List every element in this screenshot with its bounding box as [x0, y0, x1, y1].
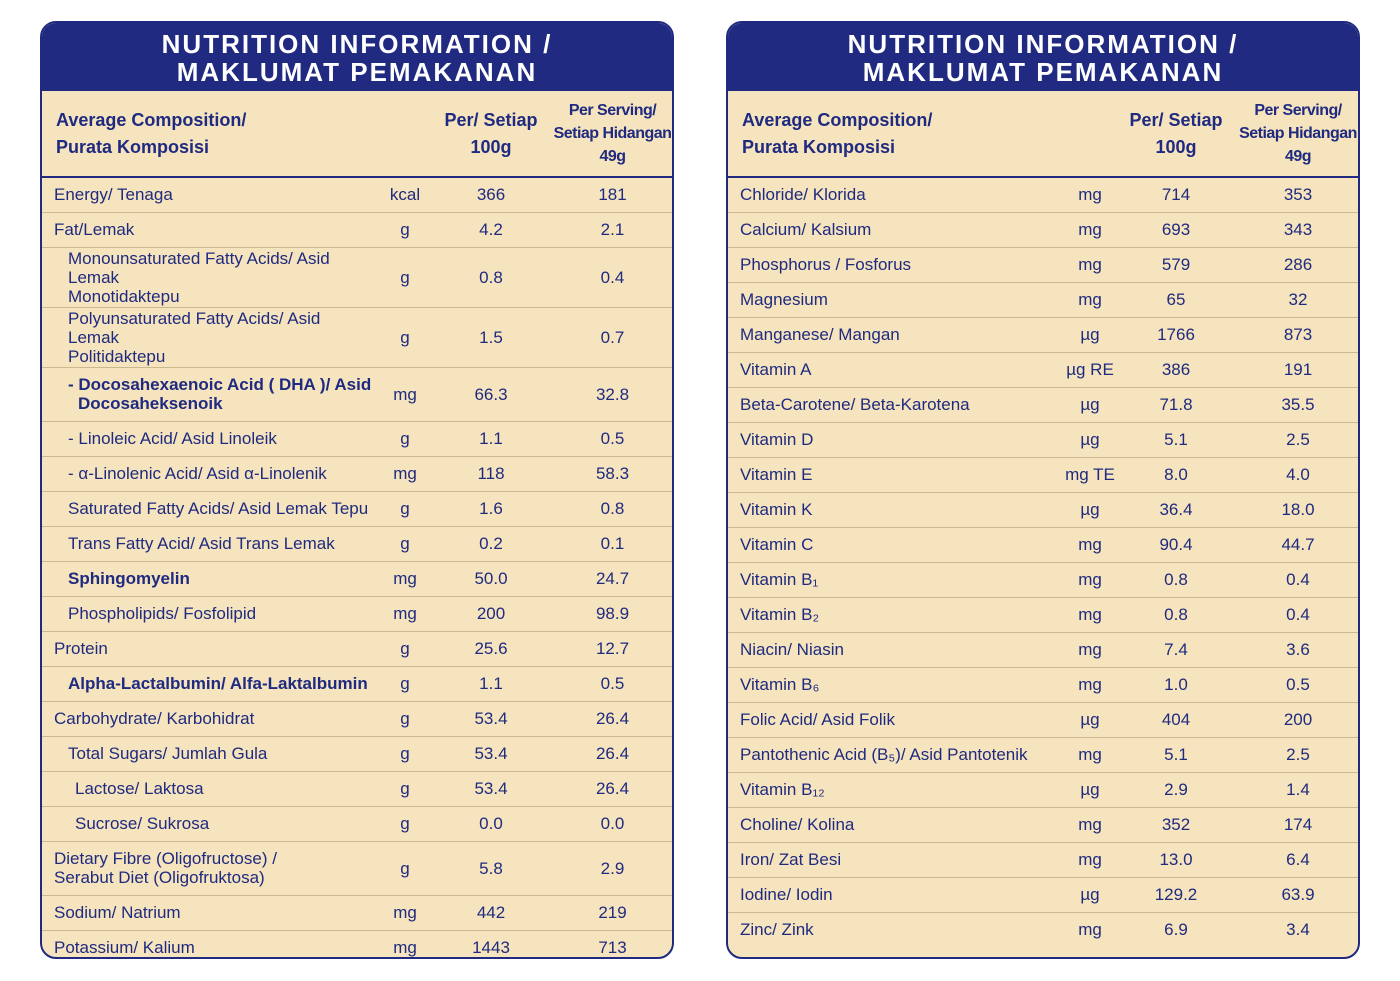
- value-per-100g: 90.4: [1118, 527, 1234, 562]
- nutrient-name-text: Serabut Diet (Oligofruktosa): [54, 868, 265, 887]
- nutrient-name-text: - Docosahexaenoic Acid ( DHA )/ Asid: [68, 375, 372, 394]
- value-per-serving: 353: [1234, 177, 1360, 212]
- nutrient-name-text: - α-Linolenic Acid/ Asid α-Linolenik: [68, 464, 327, 483]
- nutrient-name: [42, 177, 377, 212]
- value-per-serving: 343: [1234, 212, 1360, 247]
- table-row: [42, 930, 674, 959]
- value-per-serving: 713: [598, 938, 627, 958]
- value-per-100g: 5.1: [1118, 422, 1234, 457]
- nutrient-name: [42, 561, 377, 596]
- value-per-serving: 2.5: [1234, 737, 1360, 772]
- header-text: Purata Komposisi: [742, 136, 896, 157]
- value-per-100g: 1.0: [1118, 667, 1234, 702]
- value-per-100g: 1443: [472, 938, 510, 958]
- nutrient-name-text: Pantothenic Acid (B₅)/ Asid Pantotenik: [740, 745, 1028, 764]
- table-row: [42, 307, 674, 367]
- table-row: [42, 596, 674, 631]
- value-per-serving: 2.1: [549, 212, 674, 247]
- table-row: [42, 526, 674, 561]
- nutrient-name-text: Chloride/ Klorida: [740, 185, 866, 205]
- value-per-serving: 4.0: [1234, 457, 1360, 492]
- nutrient-name: [42, 367, 377, 421]
- value-per-serving: 873: [1234, 317, 1360, 352]
- value-per-serving: 26.4: [549, 701, 674, 736]
- value-per-100g: 0.8: [1118, 562, 1234, 597]
- header-text: Average Composition/: [56, 109, 247, 130]
- nutrient-name-text: Fat/Lemak: [54, 220, 135, 239]
- value-per-100g: 25.6: [433, 631, 549, 666]
- table-row: [728, 212, 1360, 247]
- column-header-per-100g: [1118, 91, 1234, 177]
- value-per-100g: 352: [1118, 807, 1234, 842]
- nutrient-name: [42, 526, 377, 561]
- nutrient-name: [42, 307, 377, 367]
- value-per-serving: 18.0: [1234, 492, 1360, 527]
- unit: mg: [1062, 632, 1118, 667]
- unit: mg: [1062, 667, 1118, 702]
- unit: g: [377, 736, 433, 771]
- nutrient-name: [42, 596, 377, 631]
- nutrient-name-text: Beta-Carotene/ Beta-Karotena: [740, 395, 970, 414]
- unit: g: [377, 526, 433, 561]
- column-header-unit: [377, 91, 433, 177]
- value-per-serving: 26.4: [549, 771, 674, 806]
- unit: mg: [1062, 562, 1118, 597]
- value-per-serving: 0.0: [549, 806, 674, 841]
- value-per-serving: 286: [1234, 247, 1360, 282]
- table-row: [728, 772, 1360, 807]
- table-row: [42, 367, 674, 421]
- table-row: [728, 527, 1360, 562]
- nutrient-name-text: Vitamin E: [740, 465, 813, 484]
- column-header-unit: [1062, 91, 1118, 177]
- value-per-serving: 58.3: [549, 456, 674, 491]
- value-per-100g: 0.8: [1118, 597, 1234, 632]
- nutrient-name-text: Politidaktepu: [68, 346, 166, 366]
- value-per-serving: 219: [549, 895, 674, 930]
- table-row: [728, 737, 1360, 772]
- nutrient-name: [42, 666, 377, 701]
- unit: g: [377, 491, 433, 526]
- value-per-serving: 2.9: [549, 841, 674, 895]
- value-per-100g: 0.8: [433, 247, 549, 307]
- value-per-100g: 1.5: [433, 307, 549, 367]
- unit: µg: [1062, 317, 1118, 352]
- value-per-100g: 4.2: [433, 212, 549, 247]
- table-row: [728, 912, 1360, 947]
- unit: mg: [1062, 842, 1118, 877]
- title-line-1: NUTRITION INFORMATION /: [847, 29, 1239, 59]
- unit: mg: [377, 456, 433, 491]
- unit: µg: [1062, 492, 1118, 527]
- value-per-serving: 0.4: [1234, 562, 1360, 597]
- nutrient-name-text: Vitamin K: [740, 500, 813, 519]
- nutrition-panel-left: [40, 21, 674, 959]
- nutrient-name: [42, 631, 377, 666]
- unit: mg: [1062, 212, 1118, 247]
- nutrient-name-text: Carbohydrate/ Karbohidrat: [54, 709, 255, 728]
- header-text: Per Serving/: [1254, 102, 1342, 119]
- value-per-serving: 44.7: [1234, 527, 1360, 562]
- header-text: Setiap Hidangan: [1239, 125, 1357, 142]
- nutrient-name-text: Sucrose/ Sukrosa: [75, 814, 210, 833]
- nutrient-name: [728, 597, 1062, 632]
- table-row: [42, 736, 674, 771]
- value-per-100g: 1.6: [433, 491, 549, 526]
- value-per-serving: 0.5: [549, 666, 674, 701]
- value-per-100g: 71.8: [1118, 387, 1234, 422]
- nutrient-name: [728, 492, 1062, 527]
- table-row: [728, 597, 1360, 632]
- table-row: [42, 561, 674, 596]
- nutrient-name-text: Total Sugars/ Jumlah Gula: [68, 744, 268, 763]
- unit: g: [377, 421, 433, 456]
- nutrient-name: [728, 527, 1062, 562]
- table-row: [42, 666, 674, 701]
- header-text: Purata Komposisi: [56, 136, 210, 157]
- unit: mg: [377, 561, 433, 596]
- value-per-100g: 714: [1118, 177, 1234, 212]
- value-per-100g: 442: [433, 895, 549, 930]
- nutrient-name: [728, 842, 1062, 877]
- unit: mg: [377, 895, 433, 930]
- nutrient-name-text: Dietary Fibre (Oligofructose) /: [54, 849, 277, 868]
- nutrient-name: [728, 912, 1062, 947]
- table-row: [728, 562, 1360, 597]
- value-per-serving: 0.8: [549, 491, 674, 526]
- value-per-serving: 0.4: [549, 247, 674, 307]
- nutrient-name: [728, 737, 1062, 772]
- nutrient-name-text: Vitamin A: [740, 360, 812, 379]
- unit: g: [377, 771, 433, 806]
- table-row: [42, 701, 674, 736]
- title-line-2: MAKLUMAT PEMAKANAN: [862, 57, 1224, 87]
- nutrient-name-text: Manganese/ Mangan: [740, 325, 900, 344]
- value-per-100g: 1.1: [433, 421, 549, 456]
- nutrient-name-text: Polyunsaturated Fatty Acids/ Asid Lemak: [68, 308, 321, 347]
- unit: µg: [1062, 387, 1118, 422]
- nutrient-name-text: Phosphorus / Fosforus: [740, 255, 912, 274]
- nutrient-name: [728, 352, 1062, 387]
- nutrient-name: [728, 877, 1062, 912]
- table-row: [42, 177, 674, 212]
- table-row: [42, 247, 674, 307]
- nutrition-panel-right: [726, 21, 1360, 959]
- value-per-100g: 200: [433, 596, 549, 631]
- nutrient-name: [42, 491, 377, 526]
- title-line-1: NUTRITION INFORMATION /: [161, 29, 553, 59]
- value-per-100g: 1.1: [433, 666, 549, 701]
- nutrient-name-text: Iodine/ Iodin: [740, 885, 833, 904]
- nutrient-name: [728, 562, 1062, 597]
- header-text: 49g: [1284, 148, 1312, 165]
- header-text: 49g: [599, 148, 626, 165]
- value-per-100g: 53.4: [433, 771, 549, 806]
- unit: g: [377, 841, 433, 895]
- table-row: [728, 352, 1360, 387]
- nutrient-name: [42, 456, 377, 491]
- table-row: [728, 177, 1360, 212]
- nutrient-name: [728, 387, 1062, 422]
- table-row: [42, 895, 674, 930]
- table-row: [728, 492, 1360, 527]
- nutrient-name: [42, 841, 377, 895]
- nutrient-name-text: Vitamin C: [740, 535, 814, 554]
- nutrient-name-text: Sodium/ Natrium: [54, 903, 181, 922]
- unit: mg: [377, 596, 433, 631]
- value-per-100g: 6.9: [1164, 920, 1188, 940]
- value-per-serving: 32: [1234, 282, 1360, 317]
- nutrient-name: [728, 632, 1062, 667]
- nutrition-table: [42, 91, 674, 959]
- column-header-per-serving: [549, 91, 674, 177]
- nutrient-name-text: Vitamin B₆: [740, 675, 820, 694]
- nutrient-name: [728, 212, 1062, 247]
- value-per-100g: 5.8: [433, 841, 549, 895]
- table-row: [728, 317, 1360, 352]
- column-header-per-serving: [1234, 91, 1360, 177]
- nutrient-name-text: Lactose/ Laktosa: [75, 779, 204, 798]
- table-row: [42, 841, 674, 895]
- nutrient-name: [728, 247, 1062, 282]
- table-row: [42, 421, 674, 456]
- value-per-100g: 366: [433, 177, 549, 212]
- nutrient-name: [728, 282, 1062, 317]
- nutrient-name: [728, 667, 1062, 702]
- unit: µg: [1062, 422, 1118, 457]
- value-per-serving: 174: [1234, 807, 1360, 842]
- value-per-100g: 404: [1118, 702, 1234, 737]
- nutrient-name-text: Potassium/ Kalium: [54, 938, 195, 958]
- unit: g: [377, 631, 433, 666]
- unit: g: [377, 212, 433, 247]
- nutrient-name: [42, 701, 377, 736]
- column-header-composition: [42, 91, 377, 177]
- value-per-serving: 2.5: [1234, 422, 1360, 457]
- table-row: [728, 247, 1360, 282]
- value-per-100g: 50.0: [433, 561, 549, 596]
- unit: mg: [1062, 527, 1118, 562]
- nutrient-name-text: Trans Fatty Acid/ Asid Trans Lemak: [68, 534, 335, 553]
- nutrient-name-text: Folic Acid/ Asid Folik: [740, 710, 895, 729]
- unit: µg RE: [1062, 352, 1118, 387]
- table-row: [42, 771, 674, 806]
- value-per-serving: 3.4: [1286, 920, 1310, 940]
- value-per-serving: 0.1: [549, 526, 674, 561]
- unit: mg TE: [1062, 457, 1118, 492]
- value-per-serving: 26.4: [549, 736, 674, 771]
- table-row: [728, 282, 1360, 317]
- value-per-serving: 63.9: [1234, 877, 1360, 912]
- nutrient-name: [42, 895, 377, 930]
- value-per-100g: 2.9: [1118, 772, 1234, 807]
- header-text: Setiap Hidangan: [553, 125, 672, 142]
- value-per-serving: 0.5: [549, 421, 674, 456]
- header-text: Per/ Setiap: [444, 109, 538, 130]
- column-header-composition: [728, 91, 1062, 177]
- unit: g: [377, 666, 433, 701]
- header-text: 100g: [1155, 136, 1197, 157]
- nutrient-name-text: Iron/ Zat Besi: [740, 850, 842, 869]
- header-text: Per/ Setiap: [1129, 109, 1223, 130]
- unit: mg: [1078, 920, 1102, 940]
- nutrient-name: [728, 457, 1062, 492]
- table-row: [728, 807, 1360, 842]
- table-row: [42, 212, 674, 247]
- value-per-serving: 191: [1234, 352, 1360, 387]
- value-per-100g: 118: [433, 456, 549, 491]
- unit: mg: [1062, 282, 1118, 317]
- value-per-serving: 181: [549, 177, 674, 212]
- column-header-row: [728, 91, 1360, 177]
- nutrient-name-text: Magnesium: [740, 290, 828, 309]
- panel-title: [728, 23, 1358, 91]
- nutrient-name: [728, 422, 1062, 457]
- table-row: [728, 877, 1360, 912]
- nutrient-name-text: Choline/ Kolina: [740, 815, 855, 834]
- table-row: [728, 422, 1360, 457]
- value-per-100g: 66.3: [433, 367, 549, 421]
- unit: mg: [393, 938, 417, 958]
- nutrient-name-text: Energy/ Tenaga: [54, 185, 173, 205]
- unit: mg: [377, 367, 433, 421]
- nutrient-name-text: Vitamin D: [740, 430, 814, 449]
- value-per-serving: 98.9: [549, 596, 674, 631]
- value-per-serving: 35.5: [1234, 387, 1360, 422]
- nutrient-name-text: Sphingomyelin: [68, 569, 190, 588]
- value-per-100g: 1766: [1118, 317, 1234, 352]
- header-text: Per Serving/: [568, 102, 657, 119]
- value-per-100g: 579: [1118, 247, 1234, 282]
- nutrient-name: [42, 736, 377, 771]
- unit: mg: [1062, 807, 1118, 842]
- title-line-2: MAKLUMAT PEMAKANAN: [176, 57, 538, 87]
- value-per-serving: 6.4: [1234, 842, 1360, 877]
- table-row: [42, 491, 674, 526]
- unit: mg: [1062, 177, 1118, 212]
- nutrient-name-text: Phospholipids/ Fosfolipid: [68, 604, 257, 623]
- table-row: [728, 632, 1360, 667]
- nutrient-name-text: Vitamin B₁: [740, 570, 819, 589]
- column-header-per-100g: [433, 91, 549, 177]
- value-per-100g: 13.0: [1118, 842, 1234, 877]
- value-per-100g: 8.0: [1118, 457, 1234, 492]
- value-per-100g: 7.4: [1118, 632, 1234, 667]
- value-per-100g: 5.1: [1118, 737, 1234, 772]
- table-row: [728, 842, 1360, 877]
- value-per-serving: 0.5: [1234, 667, 1360, 702]
- nutrient-name: [728, 807, 1062, 842]
- header-text: 100g: [470, 136, 512, 157]
- nutrient-name: [42, 771, 377, 806]
- nutrient-name-text: Zinc/ Zink: [740, 920, 814, 940]
- value-per-serving: 3.6: [1234, 632, 1360, 667]
- value-per-100g: 386: [1118, 352, 1234, 387]
- nutrient-name-text: Monounsaturated Fatty Acids/ Asid Lemak: [68, 248, 330, 287]
- value-per-serving: 0.4: [1234, 597, 1360, 632]
- value-per-serving: 32.8: [549, 367, 674, 421]
- nutrient-name-text: Vitamin B₂: [740, 605, 820, 624]
- table-row: [42, 631, 674, 666]
- nutrient-name-text: Monotidaktepu: [68, 286, 180, 306]
- nutrient-name: [42, 212, 377, 247]
- value-per-100g: 0.2: [433, 526, 549, 561]
- value-per-100g: 693: [1118, 212, 1234, 247]
- nutrient-name-text: Protein: [54, 639, 108, 658]
- nutrient-name: [728, 317, 1062, 352]
- table-row: [728, 387, 1360, 422]
- nutrient-name-text: Docosaheksenoik: [78, 394, 223, 413]
- table-row: [42, 456, 674, 491]
- nutrient-name-text: Alpha-Lactalbumin/ Alfa-Laktalbumin: [68, 674, 368, 693]
- header-text: Average Composition/: [742, 109, 933, 130]
- nutrient-name-text: Niacin/ Niasin: [740, 640, 844, 659]
- unit: g: [377, 701, 433, 736]
- value-per-100g: 129.2: [1118, 877, 1234, 912]
- nutrient-name-text: Calcium/ Kalsium: [740, 220, 872, 239]
- unit: µg: [1062, 702, 1118, 737]
- nutrient-name: [42, 930, 377, 959]
- unit: µg: [1062, 877, 1118, 912]
- nutrient-name-text: - Linoleic Acid/ Asid Linoleik: [68, 429, 277, 448]
- table-row: [728, 457, 1360, 492]
- value-per-serving: 1.4: [1234, 772, 1360, 807]
- unit: g: [377, 806, 433, 841]
- unit: g: [377, 307, 433, 367]
- value-per-100g: 53.4: [433, 736, 549, 771]
- value-per-serving: 200: [1234, 702, 1360, 737]
- value-per-serving: 0.7: [549, 307, 674, 367]
- nutrient-name: [728, 702, 1062, 737]
- nutrient-name: [42, 421, 377, 456]
- unit: kcal: [377, 177, 433, 212]
- unit: µg: [1062, 772, 1118, 807]
- nutrition-table: [728, 91, 1360, 947]
- nutrient-name: [42, 247, 377, 307]
- unit: g: [377, 247, 433, 307]
- value-per-serving: 12.7: [549, 631, 674, 666]
- table-row: [728, 667, 1360, 702]
- unit: mg: [1062, 737, 1118, 772]
- nutrient-name-text: Vitamin B₁₂: [740, 780, 825, 799]
- nutrient-name: [728, 177, 1062, 212]
- panel-title: [42, 23, 672, 91]
- table-row: [42, 806, 674, 841]
- nutrient-name: [42, 806, 377, 841]
- nutrient-name: [728, 772, 1062, 807]
- value-per-serving: 24.7: [549, 561, 674, 596]
- unit: mg: [1062, 247, 1118, 282]
- nutrient-name-text: Saturated Fatty Acids/ Asid Lemak Tepu: [68, 499, 369, 518]
- unit: mg: [1062, 597, 1118, 632]
- value-per-100g: 53.4: [433, 701, 549, 736]
- value-per-100g: 65: [1118, 282, 1234, 317]
- column-header-row: [42, 91, 674, 177]
- value-per-100g: 0.0: [433, 806, 549, 841]
- table-row: [728, 702, 1360, 737]
- value-per-100g: 36.4: [1118, 492, 1234, 527]
